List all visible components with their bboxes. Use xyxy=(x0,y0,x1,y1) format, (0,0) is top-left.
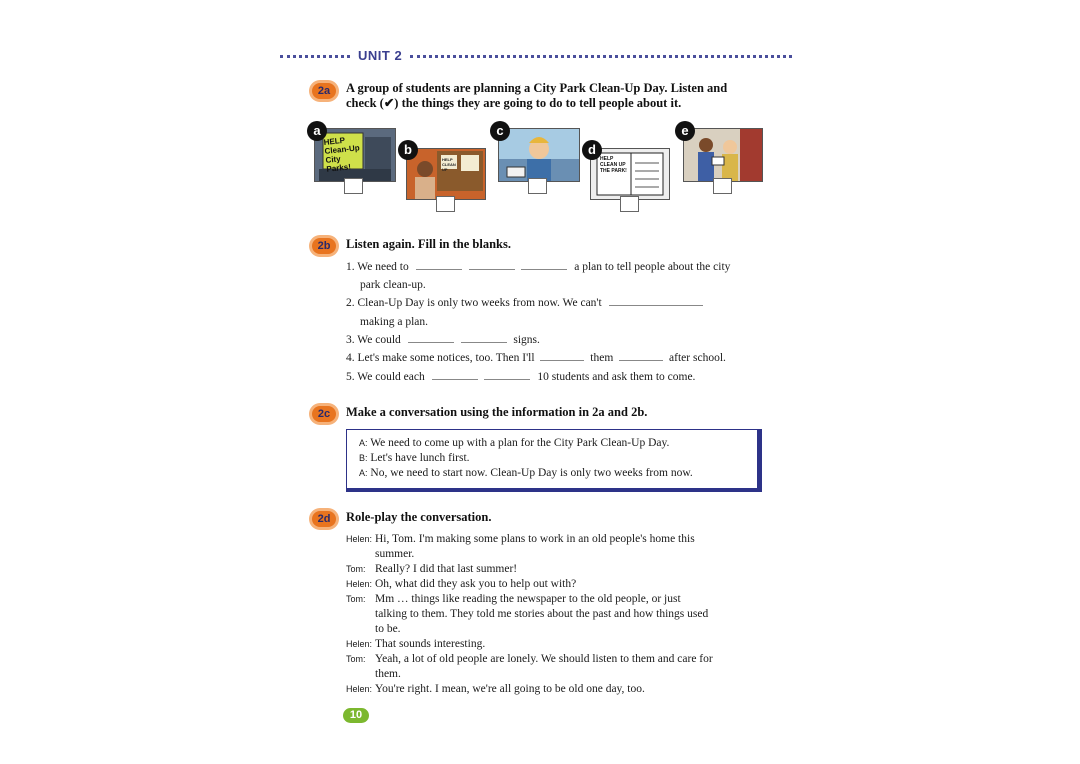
dialogue-line xyxy=(375,667,401,682)
dialogue-line xyxy=(375,607,708,622)
item-4-text-c: after school. xyxy=(669,352,726,364)
picture-c xyxy=(498,128,580,182)
picture-c-letter: c xyxy=(490,121,510,141)
section-badge-2a: 2a xyxy=(312,83,336,99)
line-text: Yeah, a lot of old people are lonely. We should listen to them and care for xyxy=(375,653,713,665)
speaker-b: B: xyxy=(359,453,368,463)
dialogue-line xyxy=(346,652,713,667)
item-2-continuation: making a plan. xyxy=(360,316,429,328)
picture-e-letter: e xyxy=(675,121,695,141)
item-4-blank-2[interactable] xyxy=(619,351,663,361)
picture-a xyxy=(314,128,396,182)
conversation-line-1 xyxy=(359,436,669,451)
dialogue-line xyxy=(346,532,695,547)
item-3-text-a: We could xyxy=(357,334,401,346)
item-2-number: 2. xyxy=(346,297,355,309)
header-dots-right xyxy=(410,55,792,58)
dialogue-line xyxy=(346,682,645,697)
speaker-a: A: xyxy=(359,438,368,448)
item-5-text-a: We could each xyxy=(357,371,425,383)
line-text: them. xyxy=(375,668,401,680)
instruction-2a-line2: check (✔) the things they are going to do to tell people about it. xyxy=(346,96,682,110)
item-4-text-a: Let's make some notices, too. Then I'll xyxy=(357,352,535,364)
speaker-label: Helen: xyxy=(346,534,373,544)
instruction-2d: Role-play the conversation. xyxy=(346,510,492,524)
conversation-line-3 xyxy=(359,466,693,481)
line-text: talking to them. They told me stories about the past and how things used xyxy=(375,608,709,620)
blank-item-3 xyxy=(346,333,540,347)
item-5-blank-1[interactable] xyxy=(432,370,478,380)
instruction-2a xyxy=(346,81,727,111)
item-1-blank-1[interactable] xyxy=(416,260,462,270)
line-text: Let's have lunch first. xyxy=(370,452,470,464)
dialogue-line xyxy=(346,637,485,652)
line-text: You're right. I mean, we're all going to be old one day, too. xyxy=(375,683,645,695)
line-text: That sounds interesting. xyxy=(375,638,486,650)
speaker-label: Helen: xyxy=(346,684,373,694)
speaker-label: Tom: xyxy=(346,564,366,574)
picture-d xyxy=(590,148,670,200)
picture-b-letter: b xyxy=(398,140,418,160)
picture-d-letter: d xyxy=(582,140,602,160)
item-3-blank-1[interactable] xyxy=(408,333,454,343)
line-text: to be. xyxy=(375,623,401,635)
item-3-blank-2[interactable] xyxy=(461,333,507,343)
item-1-continuation: park clean-up. xyxy=(360,279,426,291)
picture-a-sign-text: HELP Clean-Up City Parks! xyxy=(323,135,361,174)
picture-d-headline-text: HELP CLEAN UP THE PARK! xyxy=(600,156,627,174)
item-2-text-a: Clean-Up Day is only two weeks from now. We can't xyxy=(357,297,602,309)
picture-b xyxy=(406,148,486,200)
instruction-2c: Make a conversation using the information in 2a and 2b. xyxy=(346,405,648,419)
section-badge-2b: 2b xyxy=(312,238,336,254)
blank-item-5 xyxy=(346,370,695,384)
sample-conversation-box xyxy=(346,429,762,492)
item-3-text-b: signs. xyxy=(513,334,540,346)
line-text: Oh, what did they ask you to help out with? xyxy=(375,578,577,590)
checkbox-e[interactable] xyxy=(713,178,732,194)
item-4-blank-1[interactable] xyxy=(540,351,584,361)
line-text: We need to come up with a plan for the City Park Clean-Up Day. xyxy=(370,437,670,449)
speaker-a: A: xyxy=(359,468,368,478)
checkbox-d[interactable] xyxy=(620,196,639,212)
instruction-2b: Listen again. Fill in the blanks. xyxy=(346,237,511,251)
header-dots-left xyxy=(280,55,350,58)
picture-a-letter: a xyxy=(307,121,327,141)
item-1-blank-3[interactable] xyxy=(521,260,567,270)
item-4-number: 4. xyxy=(346,352,355,364)
dialogue-line xyxy=(346,577,576,592)
item-1-text-b: a plan to tell people about the city xyxy=(574,261,731,273)
instruction-2a-line1: A group of students are planning a City Park Clean-Up Day. Listen and xyxy=(346,81,728,95)
dialogue-line xyxy=(375,622,401,637)
item-4-text-b: them xyxy=(590,352,614,364)
item-5-number: 5. xyxy=(346,371,355,383)
dialogue-line xyxy=(346,562,517,577)
line-text: Really? I did that last summer! xyxy=(375,563,518,575)
dialogue-line xyxy=(375,547,414,562)
picture-e-illustration xyxy=(684,129,762,181)
line-text: No, we need to start now. Clean-Up Day is only two weeks from now. xyxy=(370,467,693,479)
speaker-label: Helen: xyxy=(346,579,373,589)
speaker-label: Tom: xyxy=(346,594,366,604)
picture-b-poster-text: HELP CLEAN UP xyxy=(442,157,456,172)
item-1-text-a: We need to xyxy=(357,261,409,273)
picture-e xyxy=(683,128,763,182)
page-number: 10 xyxy=(343,708,369,723)
section-badge-2c: 2c xyxy=(312,406,336,422)
unit-title: UNIT 2 xyxy=(358,48,403,63)
blank-item-4 xyxy=(346,351,726,365)
item-2-blank-1[interactable] xyxy=(609,296,703,306)
checkbox-a[interactable] xyxy=(344,178,363,194)
speaker-label: Tom: xyxy=(346,654,366,664)
checkbox-b[interactable] xyxy=(436,196,455,212)
line-text: Mm … things like reading the newspaper to the old people, or just xyxy=(375,593,681,605)
item-5-blank-2[interactable] xyxy=(484,370,530,380)
item-3-number: 3. xyxy=(346,334,355,346)
item-1-number: 1. xyxy=(346,261,355,273)
blank-item-1 xyxy=(346,260,730,274)
picture-c-illustration xyxy=(499,129,579,181)
item-5-text-b: 10 students and ask them to come. xyxy=(537,371,696,383)
conversation-line-2 xyxy=(359,451,470,466)
dialogue-line xyxy=(346,592,681,607)
item-1-blank-2[interactable] xyxy=(469,260,515,270)
line-text: summer. xyxy=(375,548,415,560)
line-text: Hi, Tom. I'm making some plans to work in an old people's home this xyxy=(375,533,695,545)
checkbox-c[interactable] xyxy=(528,178,547,194)
speaker-label: Helen: xyxy=(346,639,373,649)
blank-item-2 xyxy=(346,296,703,310)
section-badge-2d: 2d xyxy=(312,511,336,527)
